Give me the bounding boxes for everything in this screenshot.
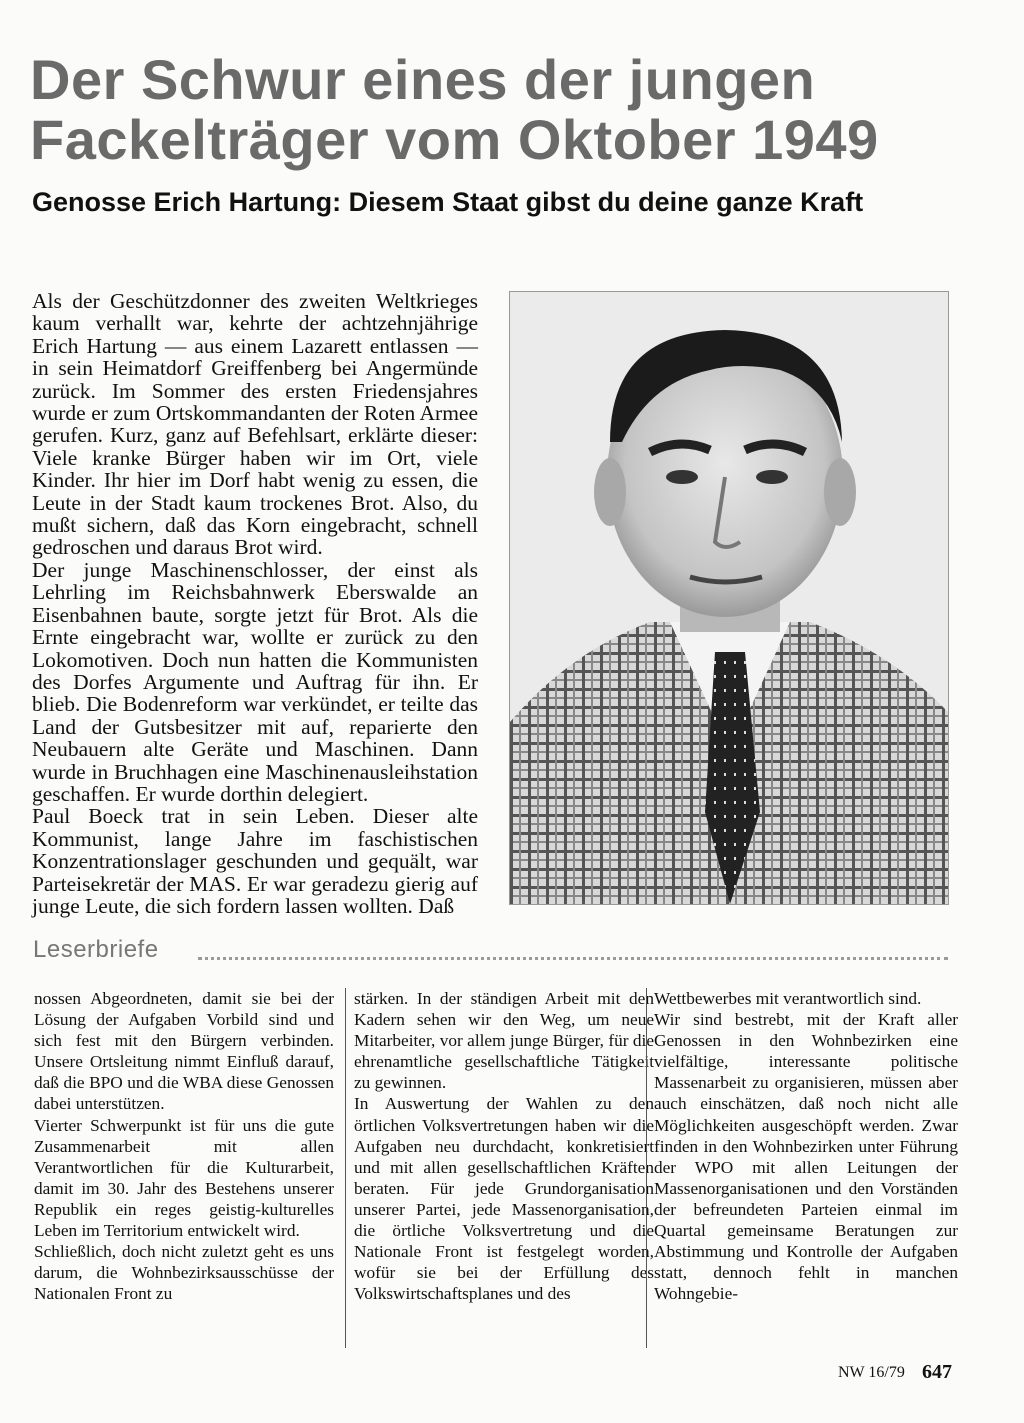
section-dotted-rule <box>198 957 948 960</box>
article-paragraph-2: Der junge Maschinenschlosser, der einst als Lehrling im Reichsbahnwerk Eberswalde an Eisenbahnen baute, sorgte jetzt für Brot. Als die Ernte eingebracht war, wollte er zurück zu den Lokomotiven. Doch nun hatten die Kommunisten des Dorfes Argumente und Auftrag für ihn. Er blieb. Die Bodenreform war verkündet, er teilte das Land der Gutsbesitzer mit auf, reparierte den Neubauern alte Geräte und Maschinen. Dann wurde in Bruchhagen eine Maschinenausleihstation geschaffen. Er wurde dorthin delegiert. <box>32 557 478 806</box>
letters-col1-paragraph-2: Vierter Schwerpunkt ist für uns die gute Zusammenarbeit mit allen Verantwortlichen für die Kulturarbeit, damit im 30. Jahr des Bestehens unserer Republik ein reges geistig-kulturelles Leben im Territorium entwickelt wird. <box>34 1115 334 1241</box>
article-headline <box>30 50 890 170</box>
letters-column-1 <box>34 988 334 1304</box>
article-paragraph-3: Paul Boeck trat in sein Leben. Dieser alte Kommunist, lange Jahre im faschistischen Konzentrationslager geschunden und gequält, war Parteisekretär der MAS. Er war geradezu gierig auf junge Leute, die sich fordern lassen wollten. Daß <box>32 804 478 918</box>
headline-line-1: Der Schwur eines der jungen <box>30 48 816 111</box>
letters-col2-paragraph-1: stärken. In der ständigen Arbeit mit den Kadern sehen wir den Weg, um neue Mitarbeiter, vor allem junge Bürger, für die ehrenamtliche gesellschaftliche Tätigkeit zu gewinnen. <box>354 989 654 1093</box>
letters-col1-paragraph-1: nossen Abgeordneten, damit sie bei der Lösung der Aufgaben Vorbild sind und sich fest mit den Bürgern verbinden. Unsere Ortsleitung nimmt Einfluß darauf, daß die BPO und die WBA diese Genossen dabei unterstützen. <box>34 989 334 1114</box>
article-paragraph-1: Als der Geschützdonner des zweiten Weltkrieges kaum verhallt war, kehrte der achtzehnjährige Erich Hartung — aus einem Lazarett entlassen — in sein Heimatdorf Greiffenberg bei Angermünde zurück. Im Sommer des ersten Friedensjahres wurde er zum Ortskommandanten der Roten Armee gerufen. Kurz, ganz auf Befehlsart, erklärte dieser: Viele kranke Bürger haben wir im Ort, viele Kinder. Ihr hier im Dorf habt wenig zu essen, die Leute in der Stadt kaum trockenes Brot. Also, du mußt sichern, daß das Korn eingebracht, schnell gedroschen und daraus Brot wird. <box>32 289 478 560</box>
letters-column-3 <box>654 988 958 1304</box>
letters-column-2 <box>354 988 654 1304</box>
letters-col2-paragraph-2: In Auswertung der Wahlen zu den örtlichen Volksvertretungen haben wir die Aufgaben neu durchdacht, konkretisiert und mit allen gesellschaftlichen Kräften beraten. Für jede Grundorganisation unserer Partei, jede Massenorganisation, die örtliche Volksvertretung und die Nationale Front ist festgelegt worden, wofür sie bei der Erfüllung des Volkswirtschaftsplanes und des <box>354 1094 654 1304</box>
portrait-photo <box>509 291 949 905</box>
portrait-illustration <box>510 292 948 904</box>
column-divider-1 <box>345 988 346 1348</box>
page-number: 647 <box>922 1361 952 1383</box>
headline-line-2: Fackelträger vom Oktober 1949 <box>30 108 879 171</box>
letters-col3-paragraph-1: Wettbewerbes mit verantwortlich sind. <box>654 989 922 1008</box>
letters-col3-paragraph-2: Wir sind bestrebt, mit der Kraft aller Genossen in den Wohnbezirken eine vielfältige, interessante politische Massenarbeit zu organisieren, müssen aber auch einschätzen, daß noch nicht alle Möglichkeiten ausgeschöpft werden. Zwar finden in den Wohnbezirken unter Führung der WPO mit allen Leitungen der Massenorganisationen und den Vorständen der befreundeten Parteien einmal im Quartal gemeinsame Beratungen zur Abstimmung und Kontrolle der Aufgaben statt, dennoch fehlt in manchen Wohngebie- <box>654 1010 958 1304</box>
article-subheadline: Genosse Erich Hartung: Diesem Staat gibst du deine ganze Kraft <box>32 187 864 217</box>
column-divider-2 <box>646 988 647 1348</box>
section-label-leserbriefe: Leserbriefe <box>33 936 159 963</box>
issue-number: NW 16/79 <box>838 1364 905 1381</box>
letters-col1-paragraph-3: Schließlich, doch nicht zuletzt geht es uns darum, die Wohnbezirksausschüsse der Nationalen Front zu <box>34 1242 334 1304</box>
article-body <box>32 290 478 917</box>
